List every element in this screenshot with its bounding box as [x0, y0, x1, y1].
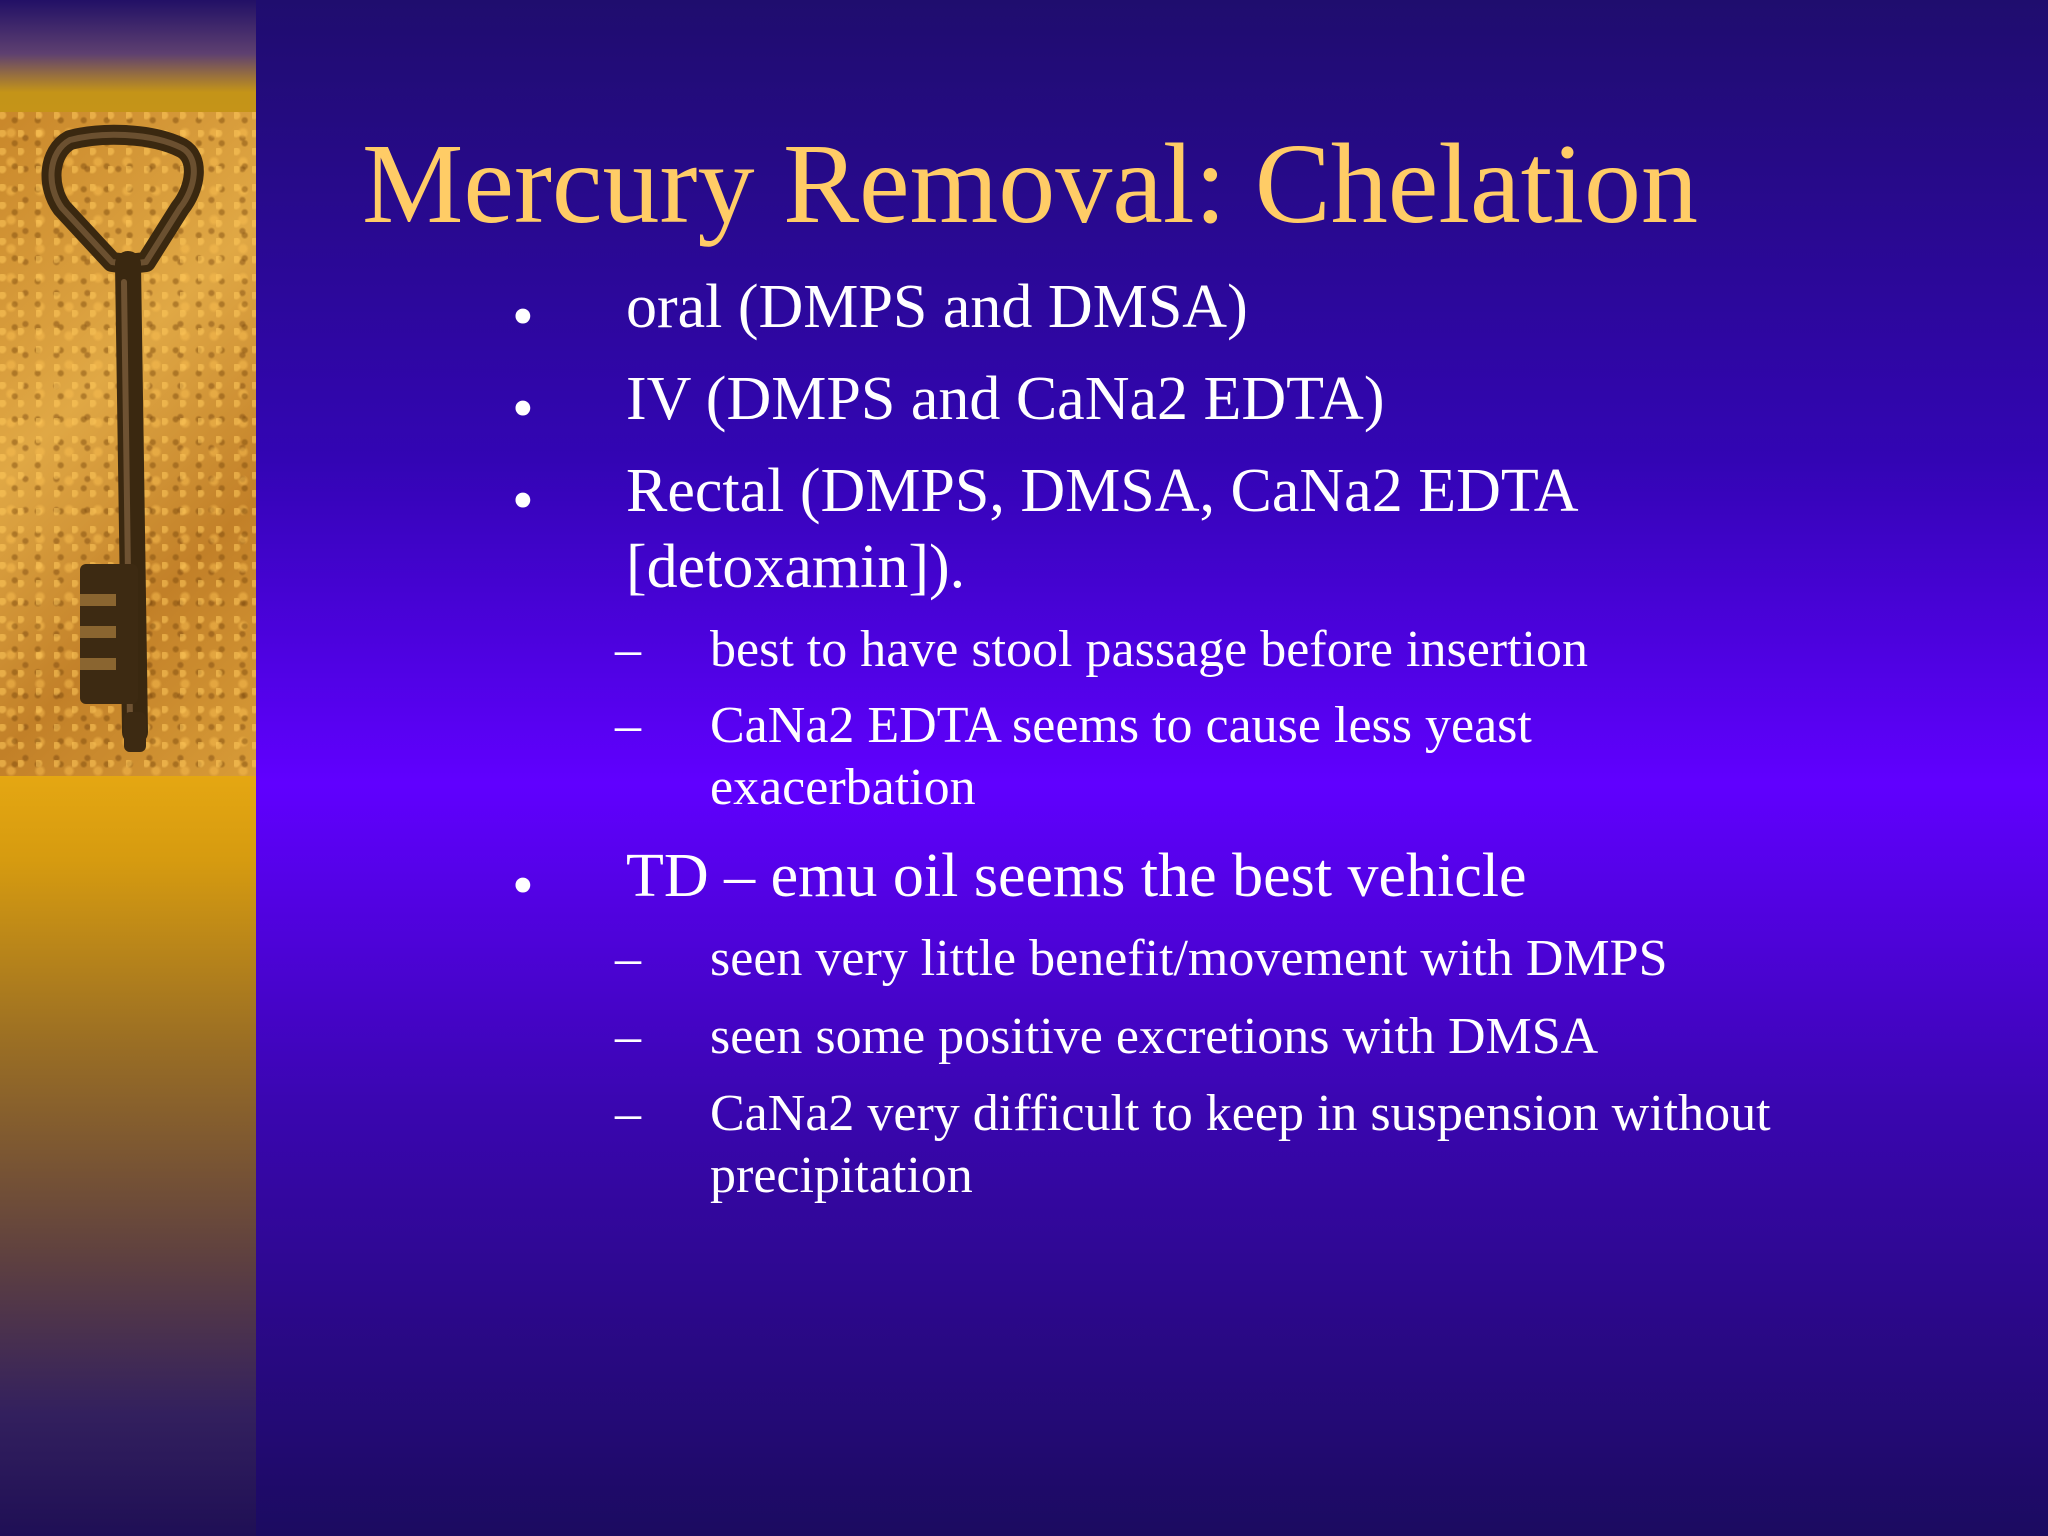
sub-bullet-marker: – — [615, 697, 641, 754]
sub-bullet-text: CaNa2 very difficult to keep in suspension without — [710, 1085, 1771, 1142]
bullet-text: TD – emu oil seems the best vehicle — [626, 842, 1527, 910]
bullet-marker: • — [512, 852, 534, 920]
key-image — [0, 112, 256, 776]
bullet-text: Rectal (DMPS, DMSA, CaNa2 EDTA — [626, 457, 1579, 525]
sub-bullet-marker: – — [615, 1008, 641, 1065]
decorative-sidebar — [0, 0, 256, 1536]
sub-bullet-marker: – — [615, 621, 641, 678]
sub-bullet-text: best to have stool passage before insertion — [710, 621, 1588, 678]
bullet-marker: • — [512, 283, 534, 351]
sub-bullet-text: CaNa2 EDTA seems to cause less yeast — [710, 697, 1532, 754]
bullet-text: oral (DMPS and DMSA) — [626, 273, 1248, 341]
sub-bullet-marker: – — [615, 930, 641, 987]
bullet-marker: • — [512, 467, 534, 535]
sub-bullet-text-continued: exacerbation — [710, 759, 976, 816]
bullet-text: IV (DMPS and CaNa2 EDTA) — [626, 365, 1385, 433]
sub-bullet-text-continued: precipitation — [710, 1147, 973, 1204]
key-icon — [0, 112, 256, 776]
slide-title: Mercury Removal: Chelation — [362, 120, 1698, 247]
bullet-marker: • — [512, 375, 534, 443]
bullet-text-continued: [detoxamin]). — [626, 533, 966, 601]
sub-bullet-text: seen very little benefit/movement with DMPS — [710, 930, 1668, 987]
sub-bullet-text: seen some positive excretions with DMSA — [710, 1008, 1599, 1065]
sub-bullet-marker: – — [615, 1085, 641, 1142]
